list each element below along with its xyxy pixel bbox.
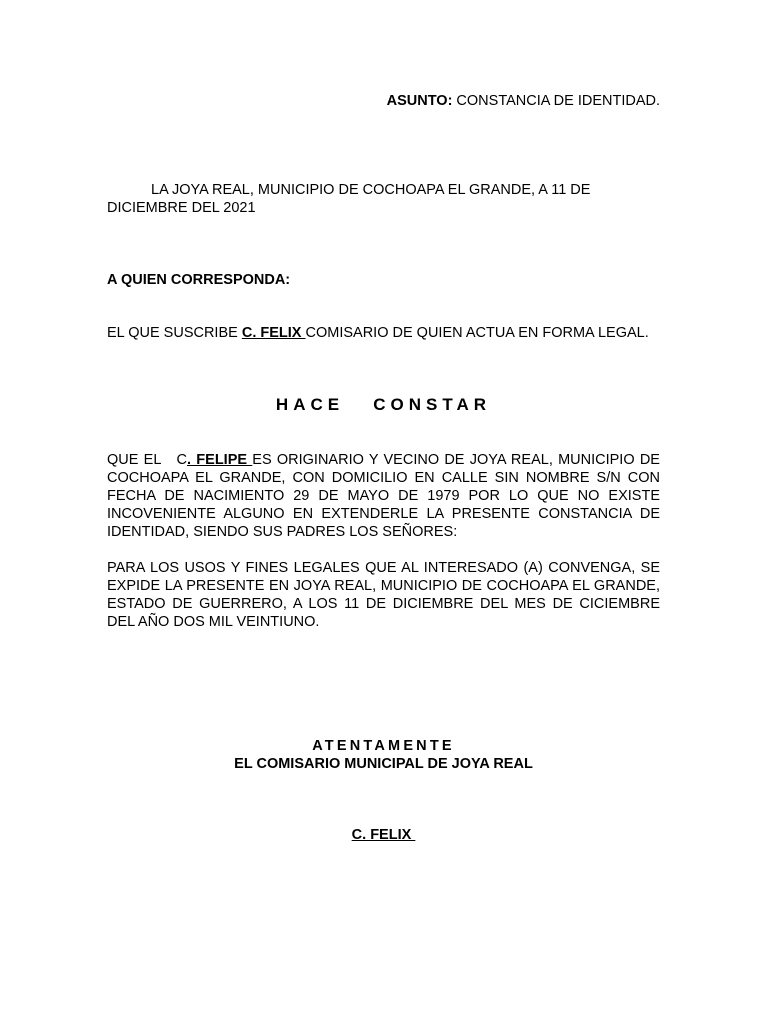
closing-regards: ATENTAMENTE: [312, 738, 455, 754]
intro-suffix: COMISARIO DE QUIEN ACTUA EN FORMA LEGAL.: [305, 325, 649, 341]
document-page: [107, 0, 660, 1024]
intro-name: C. FELIX: [241, 325, 306, 341]
heading-hace-constar: HACE CONSTAR: [275, 395, 492, 414]
subject-line: [107, 92, 660, 110]
place-date-line1: LA JOYA REAL, MUNICIPIO DE COCHOAPA EL GRANDE, A 11 DE: [151, 182, 591, 198]
salutation: A QUIEN CORRESPONDA:: [107, 272, 291, 288]
place-date: [107, 181, 660, 217]
subject-text: CONSTANCIA DE IDENTIDAD.: [452, 93, 660, 109]
place-date-line2: DICIEMBRE DEL 2021: [107, 200, 256, 216]
body1-suffix: ES ORIGINARIO Y VECINO DE JOYA REAL, MUNICIPIO DE COCHOAPA EL GRANDE, CON DOMICILIO EN CALLE SIN NOMBRE S/N CON FECHA DE NACIMIENTO 29 DE MAYO DE 1979 POR LO QUE NO EXISTE INCOVENIENTE ALGUNO EN EXTENDERLE LA PRESENTE CONSTANCIA DE IDENTIDAD, SIENDO SUS PADRES LOS SEÑORES:: [107, 452, 660, 540]
body1-prefix: QUE EL C: [107, 452, 188, 468]
body1-name: . FELIPE: [187, 452, 253, 468]
body-paragraph-2: PARA LOS USOS Y FINES LEGALES QUE AL INTERESADO (A) CONVENGA, SE EXPIDE LA PRESENTE EN JOYA REAL, MUNICIPIO DE COCHOAPA EL GRANDE, ESTADO DE GUERRERO, A LOS 11 DE DICIEMBRE DEL MES DE CICIEMBRE DEL AÑO DOS MIL VEINTIUNO.: [107, 560, 660, 630]
closing-office: EL COMISARIO MUNICIPAL DE JOYA REAL: [234, 756, 533, 772]
signer-name: C. FELIX: [351, 827, 416, 843]
intro-paragraph: [107, 324, 660, 342]
intro-prefix: EL QUE SUSCRIBE: [107, 325, 242, 341]
body-paragraph-1: [107, 451, 660, 541]
subject-label: ASUNTO:: [386, 93, 453, 109]
